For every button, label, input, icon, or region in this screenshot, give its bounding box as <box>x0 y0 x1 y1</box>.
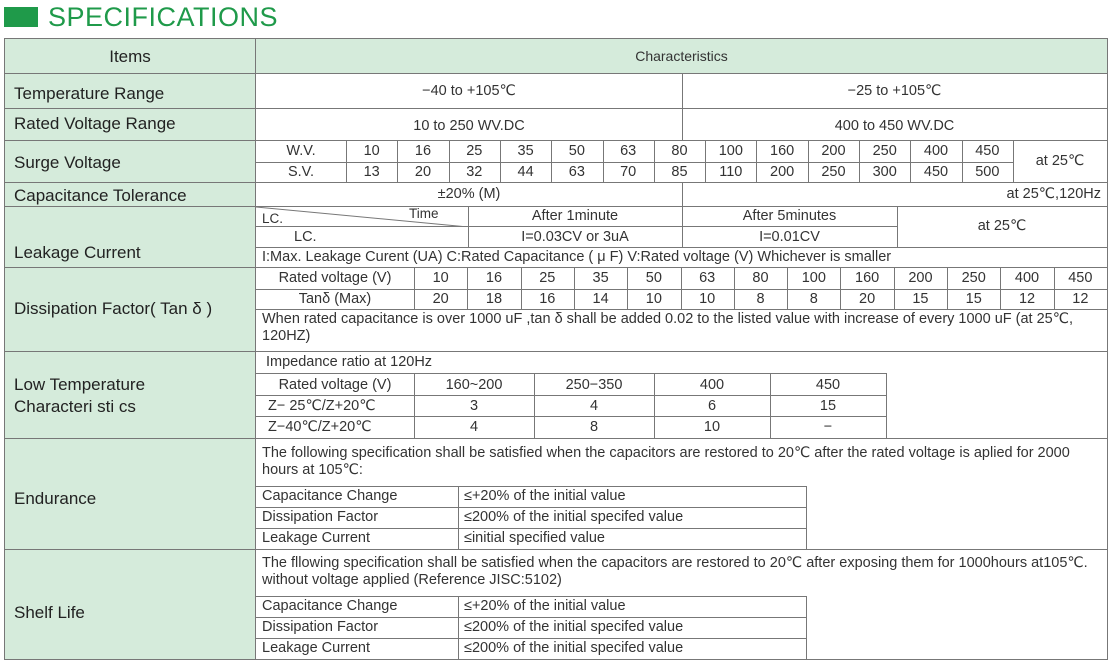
shelf-v0: ≤+20% of the initial value <box>464 598 626 614</box>
sv-cell: 110 <box>719 164 743 180</box>
df-tan-cell: 15 <box>912 291 929 307</box>
leakage-row <box>5 207 1107 268</box>
endurance-row <box>5 439 1107 550</box>
lt-voltage-cell: 250−350 <box>565 377 623 393</box>
df-voltage-cell: 16 <box>485 270 503 286</box>
formula-1: I=0.03CV or 3uA <box>521 229 629 245</box>
capacitance-note: at 25℃,120Hz <box>1006 186 1101 202</box>
lt-voltage-cell: 160~200 <box>445 377 503 393</box>
capacitance-row <box>5 183 1107 207</box>
after-1-minute: After 1minute <box>531 208 619 224</box>
lt-r25-label: Z− 25℃/Z+20℃ <box>268 398 376 414</box>
sv-cell: 450 <box>923 164 949 180</box>
wv-cell: 63 <box>620 143 637 159</box>
df-voltage-cell: 450 <box>1068 270 1093 286</box>
lt-r25-cell: 3 <box>469 398 479 414</box>
endurance-v0: ≤+20% of the initial value <box>464 488 626 504</box>
endurance-desc: The following specification shall be satisfied when the capacitors are restored to 20℃ after the rated voltage is aplied for 2000 hours at 105℃: <box>262 445 1070 478</box>
characteristics-header: Characteristics <box>635 48 728 64</box>
shelf-label: Shelf Life <box>14 603 85 622</box>
after-5-minutes: After 5minutes <box>742 208 837 224</box>
sv-cell: 500 <box>975 164 1000 180</box>
wv-cell: 35 <box>517 143 534 159</box>
diag-time: Time <box>409 206 439 221</box>
lt-r25-cell: 4 <box>589 398 599 414</box>
shelf-desc: The fllowing specification shall be satisfied when the capacitors are restored to 20℃ after exposing them for 1000hours at105℃. without voltage applied (Reference JISC:5102) <box>262 555 1088 588</box>
impedance-title: Impedance ratio at 120Hz <box>266 354 433 370</box>
sv-cell: 200 <box>770 164 795 180</box>
lt-r40-label: Z−40℃/Z+20℃ <box>268 419 372 435</box>
capacitance-value: ±20% (M) <box>437 186 501 202</box>
df-tan-cell: 12 <box>1072 291 1089 307</box>
sv-cell: 32 <box>466 164 483 180</box>
rated-voltage-high: 400 to 450 WV.DC <box>834 118 955 134</box>
wv-cell: 160 <box>770 143 795 159</box>
leakage-label: Leakage Current <box>14 243 141 262</box>
df-voltage-cell: 100 <box>801 270 826 286</box>
green-square-icon <box>4 7 38 27</box>
wv-cell: 100 <box>718 143 743 159</box>
shelf-v2: ≤200% of the initial specifed value <box>464 640 684 656</box>
sv-cell: 13 <box>363 164 380 180</box>
formula-5: I=0.01CV <box>759 229 820 245</box>
endurance-k1: Dissipation Factor <box>262 509 379 525</box>
surge-note: at 25℃ <box>1035 153 1085 169</box>
df-voltage-cell: 160 <box>855 270 880 286</box>
diag-lc: LC. <box>262 211 284 226</box>
shelf-k0: Capacitance Change <box>262 598 398 614</box>
df-note: When rated capacitance is over 1000 uF ,tan δ shall be added 0.02 to the listed value with increase of every 1000 uF (at 25℃, 120HZ) <box>262 311 1074 344</box>
df-voltage-cell: 25 <box>539 270 556 286</box>
df-tan-cell: 10 <box>699 291 716 307</box>
lt-voltage-cell: 400 <box>699 377 725 393</box>
leakage-note: at 25℃ <box>977 218 1027 234</box>
capacitance-label: Capacitance Tolerance <box>14 186 187 205</box>
wv-cell: 50 <box>568 143 585 159</box>
lt-r40-cell: 10 <box>703 419 721 435</box>
sv-cell: 70 <box>620 164 637 180</box>
sv-cell: 20 <box>414 164 432 180</box>
table-header <box>5 39 1107 74</box>
sv-cell: 44 <box>517 164 534 180</box>
shelf-k1: Dissipation Factor <box>262 619 379 635</box>
lt-r40-cell: 4 <box>469 419 479 435</box>
lt-rv-label: Rated voltage (V) <box>278 377 392 393</box>
df-voltage-cell: 200 <box>908 270 933 286</box>
df-voltage-cell: 400 <box>1014 270 1040 286</box>
df-voltage-cell: 10 <box>432 270 449 286</box>
temperature-label: Temperature Range <box>14 84 165 103</box>
lc-label: LC. <box>294 229 317 245</box>
dissipation-row <box>5 268 1107 352</box>
rated-voltage-low: 10 to 250 WV.DC <box>413 118 525 134</box>
lt-r40-cell: 8 <box>589 419 599 435</box>
items-header: Items <box>109 47 151 66</box>
sv-cell: 250 <box>821 164 846 180</box>
df-tan-label: Tanδ (Max) <box>298 291 372 307</box>
low-temp-label-1: Low Temperature <box>14 375 146 394</box>
endurance-label: Endurance <box>14 489 97 508</box>
wv-cell: 16 <box>414 143 432 159</box>
df-tan-cell: 8 <box>809 291 818 307</box>
sv-label: S.V. <box>287 164 315 180</box>
surge-row <box>5 141 1107 183</box>
df-tan-cell: 12 <box>1018 291 1036 307</box>
wv-cell: 250 <box>872 143 897 159</box>
df-tan-cell: 14 <box>592 291 609 307</box>
temperature-low: −40 to +105℃ <box>422 83 516 99</box>
df-voltage-cell: 250 <box>961 270 986 286</box>
section-title: SPECIFICATIONS <box>48 1 279 32</box>
temperature-row <box>5 74 1107 109</box>
lt-voltage-cell: 450 <box>815 377 841 393</box>
sv-cell: 85 <box>671 164 688 180</box>
df-voltage-cell: 35 <box>592 270 609 286</box>
section-header <box>4 2 278 32</box>
rated-voltage-label: Rated Voltage Range <box>14 114 176 133</box>
wv-cell: 400 <box>923 143 949 159</box>
endurance-v2: ≤initial specified value <box>464 530 605 546</box>
wv-cell: 80 <box>671 143 688 159</box>
df-tan-cell: 20 <box>859 291 876 307</box>
endurance-k2: Leakage Current <box>262 530 371 546</box>
df-tan-cell: 18 <box>485 291 503 307</box>
lt-r25-cell: 6 <box>707 398 717 414</box>
df-voltage-cell: 50 <box>645 270 662 286</box>
lt-r25-cell: 15 <box>819 398 837 414</box>
surge-label: Surge Voltage <box>14 153 121 172</box>
df-voltage-cell: 63 <box>699 270 716 286</box>
temperature-high: −25 to +105℃ <box>847 83 942 99</box>
wv-cell: 25 <box>466 143 483 159</box>
shelf-v1: ≤200% of the initial specifed value <box>464 619 684 635</box>
df-tan-cell: 20 <box>432 291 449 307</box>
df-tan-cell: 15 <box>965 291 982 307</box>
leakage-legend: I:Max. Leakage Curent (UA) C:Rated Capacitance ( μ F) V:Rated voltage (V) Whichever is smaller <box>262 249 892 265</box>
lt-r40-cell: − <box>823 419 833 435</box>
spec-table <box>4 38 1108 660</box>
shelf-row <box>5 550 1107 659</box>
low-temp-row <box>5 352 1107 439</box>
shelf-k2: Leakage Current <box>262 640 371 656</box>
dissipation-label: Dissipation Factor( Tan δ ) <box>14 299 213 318</box>
df-tan-cell: 16 <box>539 291 556 307</box>
wv-label: W.V. <box>286 143 316 159</box>
df-tan-cell: 8 <box>756 291 765 307</box>
wv-cell: 10 <box>363 143 380 159</box>
wv-cell: 200 <box>821 143 846 159</box>
rated-voltage-row <box>5 109 1107 141</box>
df-tan-cell: 10 <box>645 291 662 307</box>
sv-cell: 63 <box>568 164 585 180</box>
endurance-k0: Capacitance Change <box>262 488 398 504</box>
endurance-v1: ≤200% of the initial specifed value <box>464 509 684 525</box>
df-voltage-cell: 80 <box>752 270 769 286</box>
sv-cell: 300 <box>872 164 897 180</box>
wv-cell: 450 <box>975 143 1000 159</box>
low-temp-label-2: Characteri sti cs <box>14 397 136 416</box>
df-rv-label: Rated voltage (V) <box>278 270 392 286</box>
